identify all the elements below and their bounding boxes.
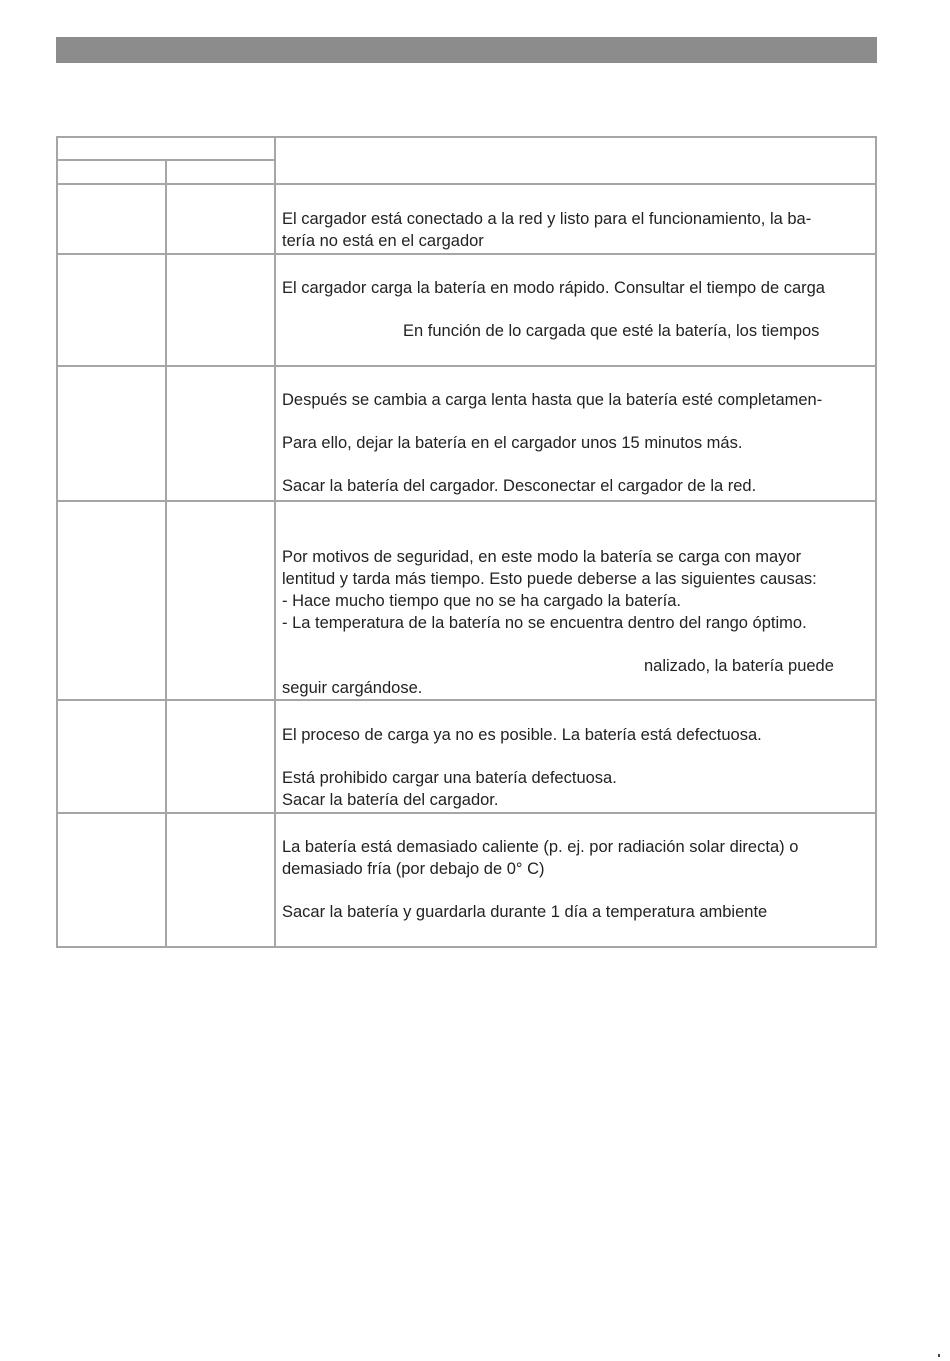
description-line: El proceso de carga ya no es posible. La batería está defectuosa.	[282, 726, 762, 744]
header-cell-description	[275, 137, 876, 184]
description-gap	[282, 411, 869, 432]
indicator-cell-1	[57, 184, 166, 254]
description-gap	[282, 454, 869, 475]
indicator-cell-1	[57, 501, 166, 700]
description-cell	[275, 501, 876, 700]
description-line: tería no está en el cargador	[282, 232, 484, 250]
table-row	[57, 184, 876, 254]
description-cell	[275, 700, 876, 813]
indicator-cell-2	[166, 184, 275, 254]
description-line: seguir cargándose.	[282, 679, 423, 697]
charger-status-table	[56, 136, 877, 948]
description-line: En función de lo cargada que esté la batería, los tiempos	[403, 322, 820, 340]
header-cell-indicator-2	[166, 160, 275, 184]
table-row	[57, 254, 876, 366]
indicator-cell-2	[166, 813, 275, 947]
description-gap	[282, 746, 869, 767]
description-line: Sacar la batería del cargador. Desconectar el cargador de la red.	[282, 477, 757, 495]
indicator-cell-1	[57, 254, 166, 366]
description-line: lentitud y tarda más tiempo. Esto puede deberse a las siguientes causas:	[282, 570, 817, 588]
indicator-cell-2	[166, 501, 275, 700]
indicator-cell-2	[166, 366, 275, 501]
description-cell	[275, 366, 876, 501]
description-line: El cargador carga la batería en modo rápido. Consultar el tiempo de carga	[282, 279, 825, 297]
table-row	[57, 813, 876, 947]
description-line: Después se cambia a carga lenta hasta que la batería esté completamen-	[282, 391, 823, 409]
description-line: Sacar la batería del cargador.	[282, 791, 499, 809]
description-line: - La temperatura de la batería no se encuentra dentro del rango óptimo.	[282, 614, 807, 632]
description-gap	[282, 880, 869, 901]
description-line: nalizado, la batería puede	[644, 657, 834, 675]
description-gap	[282, 634, 869, 655]
description-cell	[275, 184, 876, 254]
header-cell-indicator-1	[57, 160, 166, 184]
table-row	[57, 501, 876, 700]
page-mark	[938, 1354, 940, 1357]
table-row	[57, 700, 876, 813]
description-line: Está prohibido cargar una batería defectuosa.	[282, 769, 617, 787]
indicator-cell-1	[57, 366, 166, 501]
table-header-row	[57, 137, 876, 160]
indicator-cell-2	[166, 254, 275, 366]
description-line: demasiado fría (por debajo de 0° C)	[282, 860, 545, 878]
description-gap	[282, 299, 869, 320]
description-cell	[275, 254, 876, 366]
indicator-cell-2	[166, 700, 275, 813]
description-line: Sacar la batería y guardarla durante 1 día a temperatura ambiente	[282, 903, 768, 921]
section-header-bar	[56, 37, 877, 63]
description-line: - Hace mucho tiempo que no se ha cargado la batería.	[282, 592, 681, 610]
description-line: La batería está demasiado caliente (p. ej. por radiación solar directa) o	[282, 838, 799, 856]
header-cell-indicators	[57, 137, 275, 160]
description-line: El cargador está conectado a la red y listo para el funcionamiento, la ba-	[282, 210, 812, 228]
table-row	[57, 366, 876, 501]
description-line: Para ello, dejar la batería en el cargador unos 15 minutos más.	[282, 434, 743, 452]
indicator-cell-1	[57, 700, 166, 813]
indicator-cell-1	[57, 813, 166, 947]
description-line: Por motivos de seguridad, en este modo la batería se carga con mayor	[282, 548, 802, 566]
description-cell	[275, 813, 876, 947]
